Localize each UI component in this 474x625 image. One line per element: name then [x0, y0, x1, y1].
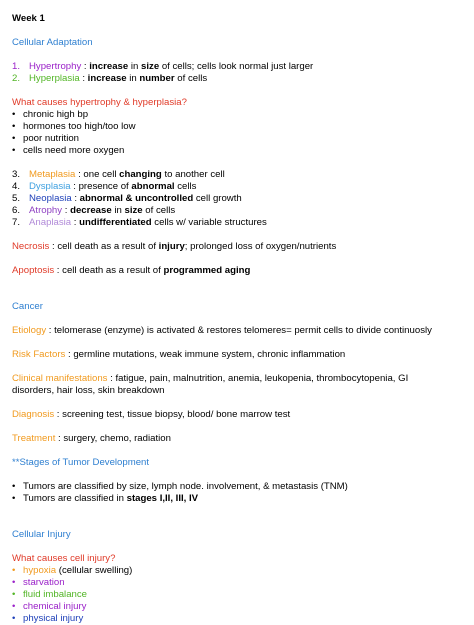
list-item: 3. Metaplasia : one cell changing to another cell: [12, 169, 225, 180]
list-item: • starvation: [12, 577, 65, 588]
section-heading-cellular-adaptation: Cellular Adaptation: [12, 37, 93, 48]
list-item: 6. Atrophy : decrease in size of cells: [12, 205, 176, 216]
term-risk-factors: Risk Factors: [12, 349, 66, 360]
term-hypertrophy: Hypertrophy: [29, 61, 82, 72]
list-item: 2. Hyperplasia : increase in number of cells: [12, 73, 208, 84]
list-item: • poor nutrition: [12, 133, 79, 144]
section-heading-cancer: Cancer: [12, 301, 43, 312]
list-item: • fluid imbalance: [12, 589, 87, 600]
term-etiology: Etiology: [12, 325, 47, 336]
list-item: • Tumors are classified in stages I,II, III, IV: [12, 493, 199, 504]
term-dysplasia: Dysplasia: [29, 181, 71, 192]
term-treatment: Treatment: [12, 433, 56, 444]
list-item: • chronic high bp: [12, 109, 89, 120]
apoptosis-line: Apoptosis : cell death as a result of programmed aging: [12, 265, 251, 276]
list-item: • Tumors are classified by size, lymph node. involvement, & metastasis (TNM): [12, 481, 348, 492]
section-heading-cellular-injury: Cellular Injury: [12, 529, 71, 540]
page-title: Week 1: [12, 13, 45, 24]
list-item: 4. Dysplasia : presence of abnormal cells: [12, 181, 197, 192]
etiology-line: Etiology : telomerase (enzyme) is activated & restores telomeres= permit cells to divide continuosly: [12, 325, 432, 336]
term-neoplasia: Neoplasia: [29, 193, 72, 204]
list-item: • cells need more oxygen: [12, 145, 125, 156]
list-item: • chemical injury: [12, 601, 87, 612]
list-item: 1. Hypertrophy : increase in size of cells; cells look normal just larger: [12, 61, 314, 72]
injury-causes-heading: What causes cell injury?: [12, 553, 116, 564]
list-item: • physical injury: [12, 613, 84, 624]
treatment-line: Treatment : surgery, chemo, radiation: [12, 433, 171, 444]
stages-heading: **Stages of Tumor Development: [12, 457, 150, 468]
list-item: 5. Neoplasia : abnormal & uncontrolled cell growth: [12, 193, 242, 204]
term-apoptosis: Apoptosis: [12, 265, 55, 276]
clinical-line-cont: disorders, hair loss, skin breakdown: [12, 385, 165, 396]
diagnosis-line: Diagnosis : screening test, tissue biopsy, blood/ bone marrow test: [12, 409, 291, 420]
term-anaplasia: Anaplasia: [29, 217, 72, 228]
term-necrosis: Necrosis: [12, 241, 50, 252]
necrosis-line: Necrosis : cell death as a result of injury; prolonged loss of oxygen/nutrients: [12, 241, 337, 252]
term-diagnosis: Diagnosis: [12, 409, 55, 420]
term-metaplasia: Metaplasia: [29, 169, 76, 180]
list-item: 7. Anaplasia : undifferentiated cells w/ variable structures: [12, 217, 267, 228]
risk-factors-line: Risk Factors : germline mutations, weak immune system, chronic inflammation: [12, 349, 346, 360]
term-atrophy: Atrophy: [29, 205, 63, 216]
causes-heading: What causes hypertrophy & hyperplasia?: [12, 97, 187, 108]
term-hyperplasia: Hyperplasia: [29, 73, 80, 84]
list-item: • hormones too high/too low: [12, 121, 136, 132]
term-clinical-manifestations: Clinical manifestations: [12, 373, 108, 384]
clinical-line: Clinical manifestations : fatigue, pain, malnutrition, anemia, leukopenia, thrombocytopenia, GI: [12, 373, 409, 384]
list-item: • hypoxia (cellular swelling): [12, 565, 133, 576]
